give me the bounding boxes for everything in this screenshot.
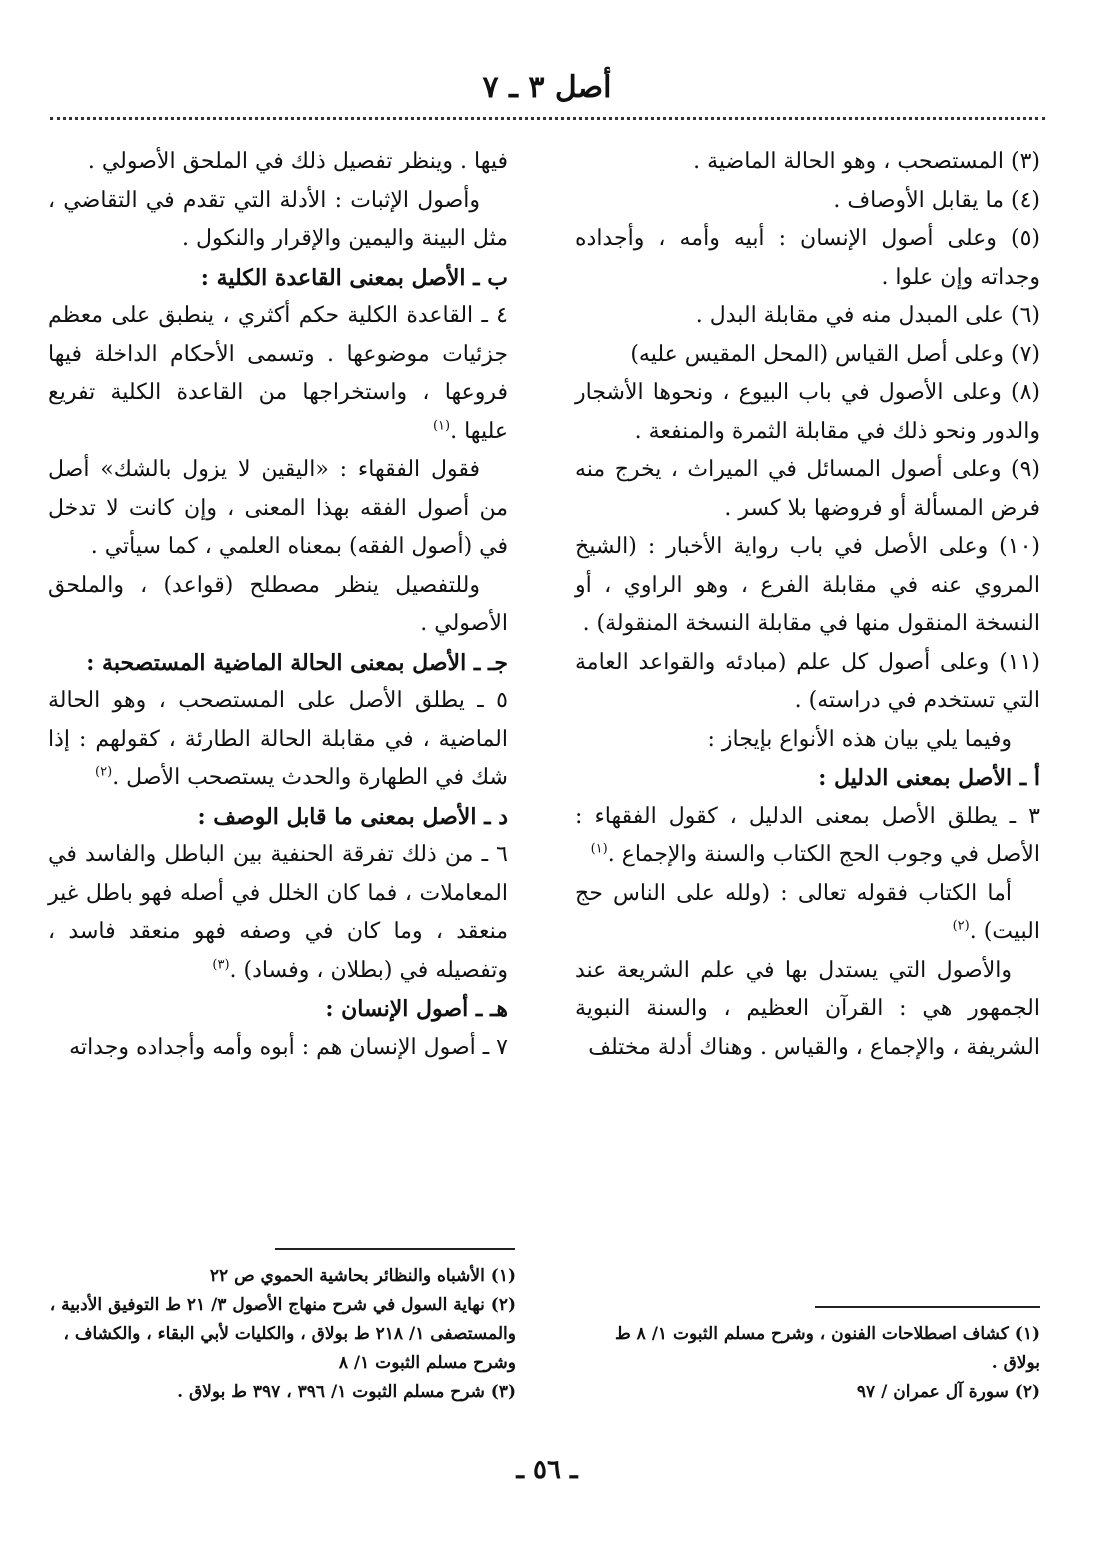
paragraph: ٣ ـ يطلق الأصل بمعنى الدليل ، كقول الفقهاء : الأصل في وجوب الحج الكتاب والسنة والإجماع .$^{(١)}$: [575, 803, 1040, 867]
paragraph: (٣) المستصحب ، وهو الحالة الماضية .: [693, 149, 1040, 174]
paragraph: (٨) وعلى الأصول في باب البيوع ، ونحوها الأشجار والدور ونحو ذلك في مقابلة الثمرة والمنفعة .: [575, 380, 1040, 444]
left-column: [48, 143, 508, 1067]
footnote: (٣) شرح مسلم الثبوت ١/ ٣٩٦ ، ٣٩٧ ط بولاق .: [177, 1382, 516, 1402]
paragraph: وأصول الإثبات : الأدلة التي تقدم في التقاضي ، مثل البينة واليمين والإقرار والنكول .: [48, 187, 508, 251]
paragraph: ٤ ـ القاعدة الكلية حكم أكثري ، ينطبق على معظم جزئيات موضوعها . وتسمى الأحكام الداخلة فيها فروعها ، واستخراجها من القاعدة الكلية تفريع عليها .$^{(١)}$: [48, 303, 508, 444]
section-heading: د ـ الأصل بمعنى ما قابل الوصف :: [197, 803, 508, 830]
footnote: (٢) نهاية السول في شرح منهاج الأصول ٣/ ٢١ ط التوفيق الأدبية ، والمستصفى ١/ ٢١٨ ط بولاق ، والكليات لأبي البقاء ، والكشاف ، وشرح مسلم الثبوت ١/ ٨: [49, 1295, 516, 1373]
section-heading: جـ ـ الأصل بمعنى الحالة الماضية المستصحبة :: [86, 649, 508, 676]
paragraph: فيها . وينظر تفصيل ذلك في الملحق الأصولي .: [87, 149, 508, 174]
paragraph: وفيما يلي بيان هذه الأنواع بإيجاز :: [707, 726, 1012, 752]
paragraph: (١٠) وعلى الأصل في باب رواية الأخبار : (الشيخ المروي عنه في مقابلة الفرع ، وهو الراوي ، أو النسخة المنقول منها في مقابلة النسخة المنقولة) .: [575, 534, 1040, 636]
footnote-separator: [275, 1248, 515, 1250]
paragraph: والأصول التي يستدل بها في علم الشريعة عند الجمهور هي : القرآن العظيم ، والسنة النبوية الشريفة ، والإجماع ، والقياس . وهناك أدلة مختلف: [575, 957, 1040, 1060]
paragraph: (٤) ما يقابل الأوصاف .: [833, 187, 1040, 213]
section-heading: ب ـ الأصل بمعنى القاعدة الكلية :: [200, 264, 508, 291]
paragraph: (٦) على المبدل منه في مقابلة البدل .: [695, 303, 1040, 328]
paragraph: ٧ ـ أصول الإنسان هم : أبوه وأمه وأجداده وجداته: [69, 1034, 508, 1060]
footnotes-right: [575, 1320, 1040, 1407]
footnote-marker: (٢): [95, 764, 113, 780]
paragraph: أما الكتاب فقوله تعالى : (ولله على الناس حج البيت) .$^{(٢)}$: [575, 880, 1040, 944]
footnote: (١) الأشباه والنظائر بحاشية الحموي ص ٢٢: [209, 1266, 516, 1286]
paragraph: ٦ ـ من ذلك تفرقة الحنفية بين الباطل والفاسد في المعاملات ، فما كان الخلل في أصله فهو باطل غير منعقد ، وما كان في وصفه فهو منعقد فاسد ، وتفصيله في (بطلان ، وفساد) .$^{(٣)}$: [48, 842, 508, 983]
footnote-marker: (٣): [212, 957, 230, 973]
paragraph: ٥ ـ يطلق الأصل على المستصحب ، وهو الحالة الماضية ، في مقابلة الحالة الطارئة ، كقولهم : إذا شك في الطهارة والحدث يستصحب الأصل .$^{(٢)}$: [48, 688, 508, 790]
page-header-title: أصل ٣ ـ ٧: [482, 70, 612, 105]
section-heading: أ ـ الأصل بمعنى الدليل :: [818, 765, 1040, 791]
paragraph: (٥) وعلى أصول الإنسان : أبيه وأمه ، وأجداده وجداته وإن علوا .: [575, 226, 1040, 290]
paragraph: (١١) وعلى أصول كل علم (مبادئه والقواعد العامة التي تستخدم في دراسته) .: [575, 649, 1040, 713]
right-column: [575, 143, 1040, 1067]
footnote: (٢) سورة آل عمران / ٩٧: [856, 1382, 1040, 1402]
header-dotted-rule: [50, 117, 1045, 120]
footnote-marker: (٢): [952, 918, 970, 934]
footnote-separator: [815, 1306, 1040, 1308]
paragraph: وللتفصيل ينظر مصطلح (قواعد) ، والملحق الأصولي .: [48, 572, 508, 636]
paragraph: فقول الفقهاء : «اليقين لا يزول بالشك» أصل من أصول الفقه بهذا المعنى ، وإن كانت لا تدخل في (أصول الفقه) بمعناه العلمي ، كما سيأتي .: [48, 457, 508, 559]
paragraph: (٧) وعلى أصل القياس (المحل المقيس عليه): [630, 341, 1040, 367]
paragraph: (٩) وعلى أصول المسائل في الميراث ، يخرج منه فرض المسألة أو فروضها بلا كسر .: [575, 457, 1040, 521]
footnotes-left: [48, 1262, 516, 1407]
footnote-marker: (١): [432, 418, 451, 434]
footnote: (١) كشاف اصطلاحات الفنون ، وشرح مسلم الثبوت ١/ ٨ ط بولاق .: [615, 1324, 1040, 1373]
page-number: ـ ٥٦ ـ: [516, 1455, 578, 1485]
footnote-marker: (١): [590, 841, 608, 857]
section-heading: هـ ـ أصول الإنسان :: [325, 996, 508, 1022]
